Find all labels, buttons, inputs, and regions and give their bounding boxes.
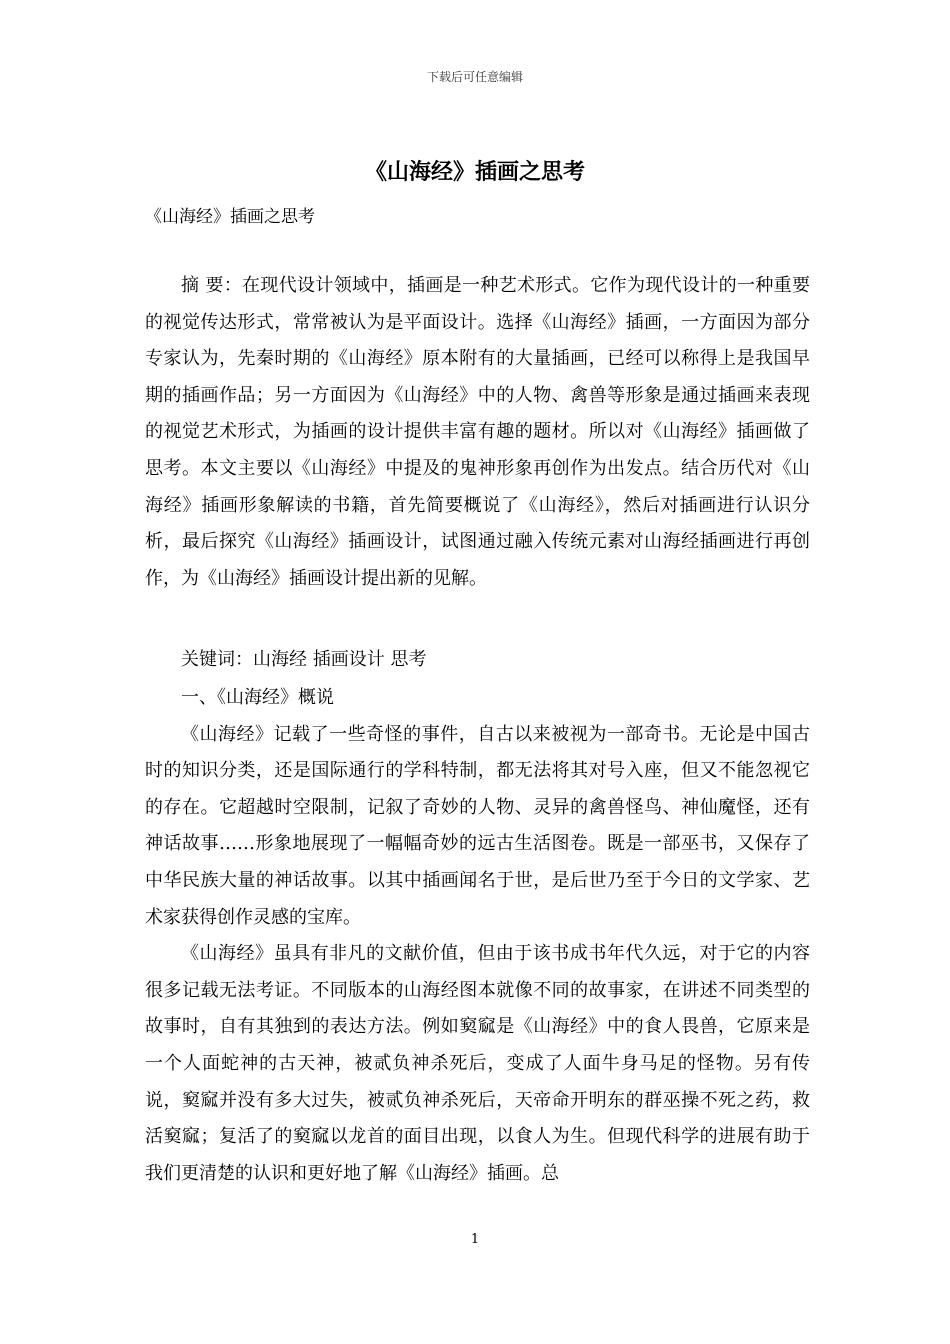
section-heading: 一、《山海经》概说: [181, 687, 334, 708]
abstract-text: 摘 要：在现代设计领域中，插画是一种艺术形式。它作为现代设计的一种重要的视觉传达形式，常常被认为是平面设计。选择《山海经》插画，一方面因为部分专家认为，先秦时期的《山海经》原本附有的大量插画，已经可以称得上是我国早期的插画作品；另一方面因为《山海经》中的人物、禽兽等形象是通过插画来表现的视觉艺术形式，为插画的设计提供丰富有趣的题材。所以对《山海经》插画做了思考。本文主要以《山海经》中提及的鬼神形象再创作为出发点。结合历代对《山海经》插画形象解读的书籍，首先简要概说了《山海经》，然后对插画进行认识分析，最后探究《山海经》插画设计，试图通过融入传统元素对山海经插画进行再创作，为《山海经》插画设计提出新的见解。: [145, 275, 810, 589]
page-number: 1: [470, 1232, 480, 1247]
keywords-text: 关键词：山海经 插画设计 思考: [181, 649, 427, 670]
document-subtitle: 《山海经》插画之思考: [145, 207, 315, 227]
abstract-block: [145, 268, 810, 597]
header-note: 下载后可任意编辑: [426, 70, 523, 84]
section-1: [145, 680, 810, 1192]
paragraph-2: 《山海经》虽具有非凡的文献价值，但由于该书成书年代久远，对于它的内容很多记载无法考证。不同版本的山海经图本就像不同的故事家，在讲述不同类型的故事时，自有其独到的表达方法。例如窫窳是《山海经》中的食人畏兽，它原来是一个人面蛇神的古天神，被贰负神杀死后，变成了人面牛身马足的怪物。另有传说，窫窳并没有多大过失，被贰负神杀死后，天帝命开明东的群巫操不死之药，救活窫窳；复活了的窫窳以龙首的面目出现，以食人为生。但现代科学的进展有助于我们更清楚的认识和更好地了解《山海经》插画。总: [145, 943, 810, 1184]
document-title: 《山海经》插画之思考: [364, 160, 585, 185]
paragraph-1: 《山海经》记载了一些奇怪的事件，自古以来被视为一部奇书。无论是中国古时的知识分类，还是国际通行的学科特制，都无法将其对号入座，但又不能忽视它的存在。它超越时空限制，记叙了奇妙的人物、灵异的禽兽怪鸟、神仙魔怪，还有神话故事……形象地展现了一幅幅奇妙的远古生活图卷。既是一部巫书，又保存了中华民族大量的神话故事。以其中插画闻名于世，是后世乃至于今日的文学家、艺术家获得创作灵感的宝库。: [145, 723, 810, 928]
keywords-block: [145, 642, 810, 679]
